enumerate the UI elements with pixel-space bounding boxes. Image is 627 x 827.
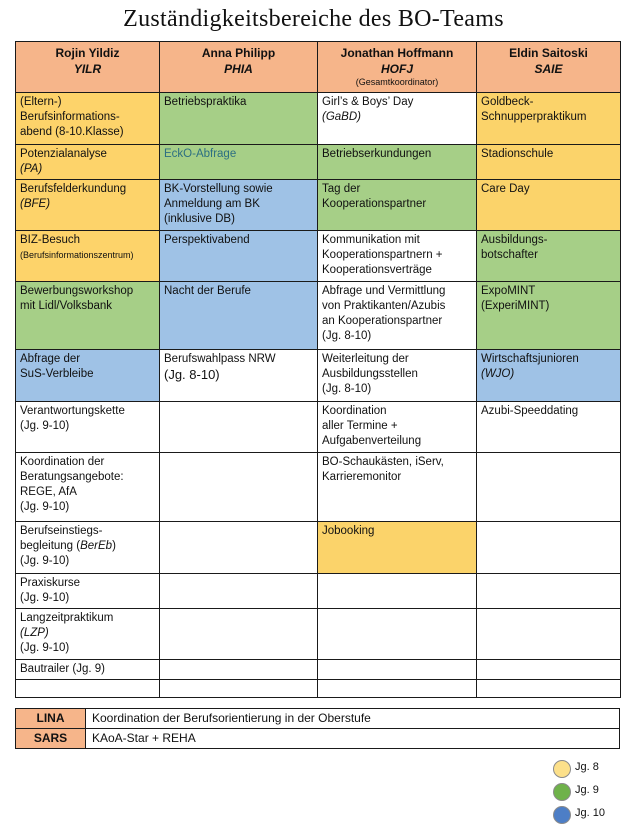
cell	[160, 680, 318, 698]
responsibility-table	[15, 41, 621, 698]
cell: Jobooking	[318, 522, 477, 574]
header-phia: Anna Philipp PHIA	[160, 42, 318, 93]
cell: Care Day	[477, 180, 621, 231]
cell: Stadionschule	[477, 145, 621, 180]
cell: BIZ-Besuch (Berufsinformationszentrum)	[16, 231, 160, 282]
cell: Praxiskurse (Jg. 9-10)	[16, 574, 160, 609]
cell	[16, 680, 160, 698]
cell	[477, 680, 621, 698]
table-row	[16, 522, 621, 574]
cell: Berufswahlpass NRW (Jg. 8-10)	[160, 350, 318, 402]
page-title: Zuständigkeitsbereiche des BO-Teams	[123, 6, 504, 32]
cell	[318, 660, 477, 680]
legend-label: Jg. 8	[575, 761, 599, 773]
table-row	[16, 574, 621, 609]
cell: Wirtschaftsjunioren (WJO)	[477, 350, 621, 402]
cell: Abfrage und Vermittlung von Praktikanten/Azubis an Kooperationspartner (Jg. 8-10)	[318, 282, 477, 350]
extra-responsibilities-table	[15, 708, 620, 749]
header-yilr: Rojin Yildiz YILR	[16, 42, 160, 93]
table-row	[16, 453, 621, 522]
table-row	[16, 660, 621, 680]
cell	[477, 609, 621, 660]
cell	[318, 574, 477, 609]
header-hofj: Jonathan Hoffmann HOFJ (Gesamtkoordinator)	[318, 42, 477, 93]
table-row	[16, 609, 621, 660]
yellow-dot-icon	[553, 760, 571, 778]
cell	[160, 402, 318, 453]
cell	[160, 453, 318, 522]
cell: BO-Schaukästen, iServ, Karrieremonitor	[318, 453, 477, 522]
cell: Kommunikation mit Kooperationspartnern + Kooperationsverträge	[318, 231, 477, 282]
cell: Langzeitpraktikum (LZP) (Jg. 9-10)	[16, 609, 160, 660]
cell: Girl’s & Boys’ Day (GaBD)	[318, 93, 477, 145]
cell: Abfrage der SuS-Verbleibe	[16, 350, 160, 402]
legend-item-jg8	[553, 759, 623, 779]
legend-item-jg9	[553, 782, 623, 802]
code-cell: LINA	[16, 709, 86, 729]
cell: Koordination aller Termine + Aufgabenverteilung	[318, 402, 477, 453]
table-row	[16, 93, 621, 145]
cell	[477, 522, 621, 574]
cell	[477, 453, 621, 522]
cell: Nacht der Berufe	[160, 282, 318, 350]
table-row	[16, 282, 621, 350]
description-cell: KAoA-Star + REHA	[86, 729, 620, 749]
cell: Bautrailer (Jg. 9)	[16, 660, 160, 680]
cell	[160, 609, 318, 660]
cell: Weiterleitung der Ausbildungsstellen (Jg. 8-10)	[318, 350, 477, 402]
cell: Berufseinstiegs- begleitung (BerEb) (Jg. 9-10)	[16, 522, 160, 574]
cell: Betriebspraktika	[160, 93, 318, 145]
table-row	[16, 350, 621, 402]
table-row	[16, 145, 621, 180]
header-saie: Eldin Saitoski SAIE	[477, 42, 621, 93]
cell	[318, 680, 477, 698]
table-row	[16, 729, 620, 749]
cell: Ausbildungs- botschafter	[477, 231, 621, 282]
cell	[160, 574, 318, 609]
code-cell: SARS	[16, 729, 86, 749]
cell: Potenzialanalyse (PA)	[16, 145, 160, 180]
green-dot-icon	[553, 783, 571, 801]
legend-label: Jg. 9	[575, 784, 599, 796]
header-row	[16, 42, 621, 93]
table-row	[16, 180, 621, 231]
cell: Azubi-Speeddating	[477, 402, 621, 453]
cell	[160, 522, 318, 574]
cell: BK-Vorstellung sowie Anmeldung am BK (inklusive DB)	[160, 180, 318, 231]
table-row	[16, 680, 621, 698]
cell	[477, 574, 621, 609]
cell: EckO-Abfrage	[160, 145, 318, 180]
cell: Koordination der Beratungsangebote: REGE, AfA (Jg. 9-10)	[16, 453, 160, 522]
cell: Tag der Kooperationspartner	[318, 180, 477, 231]
cell: Betriebserkundungen	[318, 145, 477, 180]
table-row	[16, 231, 621, 282]
blue-dot-icon	[553, 806, 571, 824]
legend-label: Jg. 10	[575, 807, 605, 819]
cell: ExpoMINT (ExperiMINT)	[477, 282, 621, 350]
cell: Verantwortungskette (Jg. 9-10)	[16, 402, 160, 453]
cell: Goldbeck- Schnupperpraktikum	[477, 93, 621, 145]
table-row	[16, 709, 620, 729]
cell: Perspektivabend	[160, 231, 318, 282]
cell: Bewerbungsworkshop mit Lidl/Volksbank	[16, 282, 160, 350]
cell	[318, 609, 477, 660]
description-cell: Koordination der Berufsorientierung in der Oberstufe	[86, 709, 620, 729]
cell: Berufsfelderkundung (BFE)	[16, 180, 160, 231]
table-row	[16, 402, 621, 453]
legend-item-jg10	[553, 805, 623, 825]
cell	[477, 660, 621, 680]
cell	[160, 660, 318, 680]
cell: (Eltern-) Berufsinformations- abend (8-10.Klasse)	[16, 93, 160, 145]
